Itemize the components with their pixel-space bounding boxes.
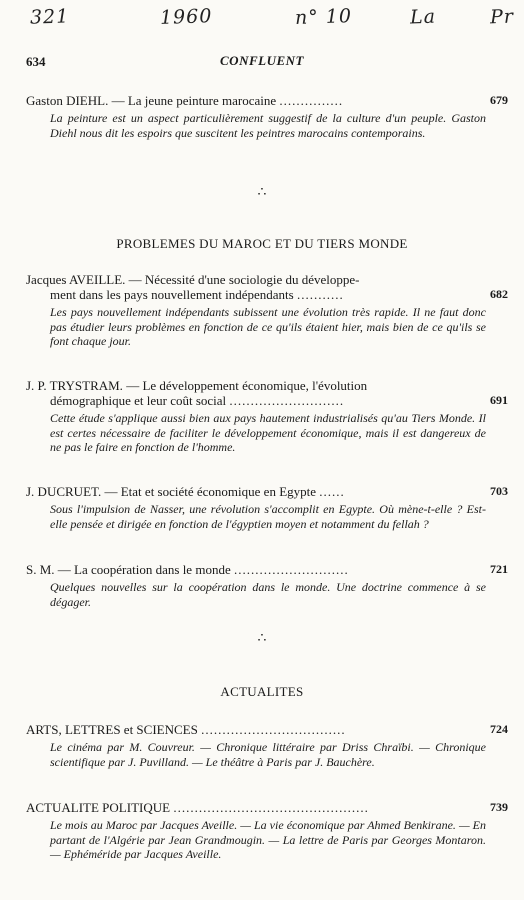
entry-title: — La jeune peinture marocaine — [111, 93, 277, 108]
entry-page: 721 — [490, 562, 508, 576]
journal-title: CONFLUENT — [220, 53, 304, 68]
entry-description: Cette étude s'applique aussi bien aux pays hautement industrialisés qu'au Tiers Monde. Il est certes nécessaire de faciliter le développement économique, mais il est dangereux de ne pas le faire en fonction de l'homme. — [50, 411, 486, 454]
section-heading: ACTUALITES — [220, 684, 304, 699]
entry-description: La peinture est un aspect particulièrement suggestif de la culture d'un peuple. Gaston Diehl nous dit les espoirs que suscitent les peintres marocains contemporains. — [50, 111, 486, 140]
toc-entry — [26, 272, 508, 349]
entry-page: 739 — [490, 800, 508, 814]
entry-description: Les pays nouvellement indépendants subissent une évolution très rapide. Il ne faut donc pas étudier leurs problèmes en fonction de ce qu'ils étaient hier, mais bien de ce qu'ils se font chaque jour. — [50, 305, 486, 348]
entry-heading — [26, 272, 486, 287]
handwritten-note-la: La — [409, 5, 437, 29]
entry-heading — [26, 93, 508, 108]
entry-description: Quelques nouvelles sur la coopération dans le monde. Une doctrine commence à se dégager. — [50, 580, 486, 609]
entry-title: — Le développement économique, l'évolution — [126, 378, 368, 393]
handwritten-note-pr: Pr — [489, 5, 515, 29]
entry-title: — Nécessité d'une sociologie du développe- — [128, 272, 360, 287]
toc-entry — [26, 800, 508, 862]
dot-leader: ............... — [279, 93, 344, 108]
entry-heading — [26, 562, 508, 577]
toc-entry — [26, 484, 508, 531]
entry-rubric: ARTS, LETTRES et SCIENCES — [26, 722, 198, 737]
dot-leader: ...... — [319, 484, 345, 499]
entry-title: — La coopération dans le monde — [57, 562, 231, 577]
entry-author: S. M. — [26, 562, 55, 577]
entry-heading — [26, 378, 486, 393]
entry-author: J. DUCRUET. — [26, 484, 102, 499]
entry-author: Gaston DIEHL. — [26, 93, 109, 108]
handwritten-note-year: 1960 — [159, 5, 213, 29]
dot-leader: ........................... — [233, 562, 349, 577]
entry-heading-continued — [26, 393, 508, 408]
toc-entry — [26, 93, 508, 140]
entry-author: Jacques AVEILLE. — [26, 272, 126, 287]
entry-author: J. P. TRYSTRAM. — [26, 378, 123, 393]
toc-entry — [26, 722, 508, 769]
entry-description: Sous l'impulsion de Nasser, une révolution s'accomplit en Egypte. Où mène-t-elle ? Est-elle pensée et dirigée en fonction de l'égyptien moyen et notamment du fellah ? — [50, 502, 486, 531]
entry-title: — Etat et société économique en Egypte — [104, 484, 317, 499]
dot-leader: ........... — [296, 287, 344, 302]
page-number: 634 — [26, 54, 46, 69]
dot-leader: .................................. — [201, 722, 346, 737]
entry-heading-continued — [26, 287, 508, 302]
handwritten-note-volume: 321 — [29, 5, 70, 29]
entry-description: Le cinéma par M. Couvreur. — Chronique littéraire par Driss Chraïbi. — Chronique scientifique par J. Puvilland. — Le théâtre à Paris par J. Bauchère. — [50, 740, 486, 769]
entry-page: 679 — [490, 93, 508, 107]
toc-entry — [26, 378, 508, 455]
entry-page: 724 — [490, 722, 508, 736]
handwritten-note-issue: n° 10 — [294, 5, 353, 29]
toc-entry — [26, 562, 508, 609]
entry-title-continued: ment dans les pays nouvellement indépendants — [50, 287, 294, 302]
entry-rubric: ACTUALITE POLITIQUE — [26, 800, 171, 815]
entry-page: 703 — [490, 484, 508, 498]
entry-description: Le mois au Maroc par Jacques Aveille. — La vie économique par Ahmed Benkirane. — En partant de l'Algérie par Jean Grandmougin. — La lettre de Paris par Georges Montaron. — Ephéméride par Jacques Aveille. — [50, 818, 486, 861]
section-heading: PROBLEMES DU MAROC ET DU TIERS MONDE — [116, 236, 408, 251]
entry-page: 682 — [490, 287, 508, 301]
ornament-dinkus: ∴ — [257, 185, 267, 200]
dot-leader: ........................... — [229, 393, 345, 408]
entry-title-continued: démographique et leur coût social — [50, 393, 227, 408]
entry-heading — [26, 484, 508, 499]
ornament-dinkus: ∴ — [257, 631, 267, 646]
entry-heading — [26, 800, 508, 815]
dot-leader: .............................................. — [173, 800, 369, 815]
entry-heading — [26, 722, 508, 737]
entry-page: 691 — [490, 393, 508, 407]
